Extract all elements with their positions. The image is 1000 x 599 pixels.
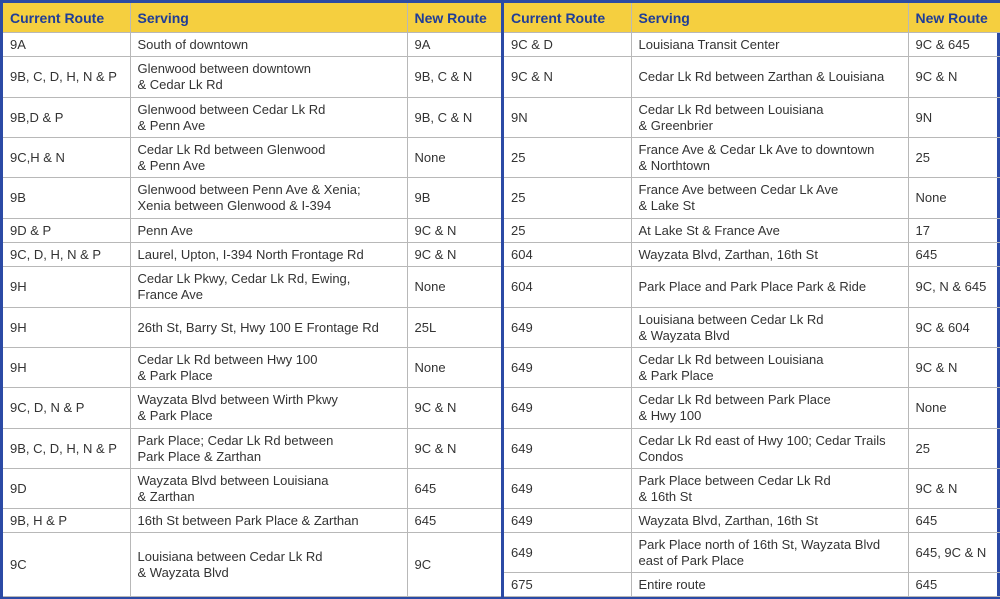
current-route-cell: 9C & N (504, 57, 631, 98)
table-row (504, 33, 1000, 57)
serving-cell: Park Place; Cedar Lk Rd between Park Place & Zarthan (130, 429, 407, 469)
table-row (3, 267, 501, 308)
current-route-cell: 9H (3, 267, 130, 308)
table-row (504, 57, 1000, 98)
new-route-cell: None (908, 388, 1000, 429)
current-route-cell: 649 (504, 308, 631, 348)
new-route-cell: 645 (908, 243, 1000, 267)
new-route-cell: 9B, C & N (407, 98, 501, 138)
new-route-cell: 9C & 645 (908, 33, 1000, 57)
new-route-cell: 9B (407, 178, 501, 219)
serving-cell: France Ave & Cedar Lk Ave to downtown & Northtown (631, 138, 908, 178)
new-route-cell: 645, 9C & N (908, 533, 1000, 573)
new-route-cell: None (407, 267, 501, 308)
new-route-cell: None (407, 138, 501, 178)
current-route-cell: 9C,H & N (3, 138, 130, 178)
current-route-cell: 649 (504, 533, 631, 573)
table-row (3, 243, 501, 267)
current-route-cell: 9B, H & P (3, 509, 130, 533)
current-route-cell: 9C (3, 533, 130, 597)
table-row (504, 348, 1000, 388)
serving-cell: Cedar Lk Rd between Louisiana & Greenbrier (631, 98, 908, 138)
serving-cell: South of downtown (130, 33, 407, 57)
header-row (504, 3, 1000, 33)
current-route-cell: 9A (3, 33, 130, 57)
right-table (504, 3, 1000, 597)
table-row (3, 308, 501, 348)
current-route-cell: 9C & D (504, 33, 631, 57)
left-panel (3, 3, 501, 596)
table-row (504, 533, 1000, 573)
serving-cell: 26th St, Barry St, Hwy 100 E Frontage Rd (130, 308, 407, 348)
table-row (504, 469, 1000, 509)
table-row (504, 388, 1000, 429)
current-route-cell: 9C, D, H, N & P (3, 243, 130, 267)
table-row (504, 178, 1000, 219)
new-route-cell: 9C & N (407, 388, 501, 429)
serving-cell: Laurel, Upton, I-394 North Frontage Rd (130, 243, 407, 267)
new-route-cell: 25 (908, 138, 1000, 178)
table-row (504, 138, 1000, 178)
current-route-cell: 649 (504, 429, 631, 469)
serving-cell: Penn Ave (130, 219, 407, 243)
new-route-cell: 9C & 604 (908, 308, 1000, 348)
new-route-cell: 645 (407, 509, 501, 533)
new-route-cell: 9C, N & 645 (908, 267, 1000, 308)
serving-cell: Entire route (631, 573, 908, 597)
serving-cell: Cedar Lk Pkwy, Cedar Lk Rd, Ewing, France Ave (130, 267, 407, 308)
table-row (3, 429, 501, 469)
current-route-cell: 649 (504, 388, 631, 429)
table-row (3, 57, 501, 98)
current-route-cell: 9C, D, N & P (3, 388, 130, 429)
current-route-cell: 649 (504, 348, 631, 388)
table-row (504, 429, 1000, 469)
serving-cell: Glenwood between downtown & Cedar Lk Rd (130, 57, 407, 98)
table-row (504, 219, 1000, 243)
header-serving: Serving (631, 3, 908, 33)
table-row (3, 533, 501, 597)
current-route-cell: 9B,D & P (3, 98, 130, 138)
serving-cell: At Lake St & France Ave (631, 219, 908, 243)
new-route-cell: 9A (407, 33, 501, 57)
table-row (504, 98, 1000, 138)
serving-cell: Louisiana Transit Center (631, 33, 908, 57)
new-route-cell: 9C & N (407, 219, 501, 243)
header-row (3, 3, 501, 33)
table-row (3, 348, 501, 388)
header-new-route: New Route (407, 3, 501, 33)
current-route-cell: 649 (504, 509, 631, 533)
current-route-cell: 25 (504, 178, 631, 219)
table-row (3, 178, 501, 219)
serving-cell: Cedar Lk Rd between Glenwood & Penn Ave (130, 138, 407, 178)
serving-cell: Wayzata Blvd, Zarthan, 16th St (631, 243, 908, 267)
new-route-cell: None (407, 348, 501, 388)
serving-cell: Cedar Lk Rd between Hwy 100 & Park Place (130, 348, 407, 388)
new-route-cell: 9C & N (908, 57, 1000, 98)
serving-cell: Cedar Lk Rd between Park Place & Hwy 100 (631, 388, 908, 429)
serving-cell: Louisiana between Cedar Lk Rd & Wayzata Blvd (130, 533, 407, 597)
serving-cell: Louisiana between Cedar Lk Rd & Wayzata Blvd (631, 308, 908, 348)
table-row (3, 33, 501, 57)
new-route-cell: 17 (908, 219, 1000, 243)
serving-cell: Park Place north of 16th St, Wayzata Blvd east of Park Place (631, 533, 908, 573)
new-route-cell: 25 (908, 429, 1000, 469)
current-route-cell: 9D & P (3, 219, 130, 243)
table-row (504, 267, 1000, 308)
table-row (504, 573, 1000, 597)
header-current-route: Current Route (504, 3, 631, 33)
current-route-cell: 604 (504, 243, 631, 267)
current-route-cell: 9N (504, 98, 631, 138)
current-route-cell: 25 (504, 138, 631, 178)
header-serving: Serving (130, 3, 407, 33)
table-row (3, 138, 501, 178)
right-panel (501, 3, 997, 596)
table-row (3, 469, 501, 509)
serving-cell: Cedar Lk Rd east of Hwy 100; Cedar Trails Condos (631, 429, 908, 469)
current-route-cell: 9B, C, D, H, N & P (3, 429, 130, 469)
new-route-cell: 645 (407, 469, 501, 509)
serving-cell: Park Place and Park Place Park & Ride (631, 267, 908, 308)
new-route-cell: 645 (908, 573, 1000, 597)
serving-cell: Wayzata Blvd between Wirth Pkwy & Park Place (130, 388, 407, 429)
serving-cell: France Ave between Cedar Lk Ave & Lake St (631, 178, 908, 219)
new-route-cell: 9C & N (908, 469, 1000, 509)
left-table (3, 3, 501, 597)
table-row (3, 219, 501, 243)
current-route-cell: 9H (3, 348, 130, 388)
serving-cell: Wayzata Blvd, Zarthan, 16th St (631, 509, 908, 533)
new-route-cell: None (908, 178, 1000, 219)
current-route-cell: 675 (504, 573, 631, 597)
serving-cell: Cedar Lk Rd between Louisiana & Park Place (631, 348, 908, 388)
new-route-cell: 9C & N (407, 243, 501, 267)
serving-cell: Cedar Lk Rd between Zarthan & Louisiana (631, 57, 908, 98)
new-route-cell: 9C (407, 533, 501, 597)
table-row (3, 98, 501, 138)
current-route-cell: 604 (504, 267, 631, 308)
serving-cell: Glenwood between Cedar Lk Rd & Penn Ave (130, 98, 407, 138)
serving-cell: Park Place between Cedar Lk Rd & 16th St (631, 469, 908, 509)
serving-cell: Wayzata Blvd between Louisiana & Zarthan (130, 469, 407, 509)
serving-cell: Glenwood between Penn Ave & Xenia; Xenia between Glenwood & I-394 (130, 178, 407, 219)
new-route-cell: 9N (908, 98, 1000, 138)
current-route-cell: 9D (3, 469, 130, 509)
header-new-route: New Route (908, 3, 1000, 33)
table-row (504, 509, 1000, 533)
table-row (504, 308, 1000, 348)
new-route-cell: 9C & N (407, 429, 501, 469)
current-route-cell: 9B, C, D, H, N & P (3, 57, 130, 98)
new-route-cell: 645 (908, 509, 1000, 533)
new-route-cell: 9C & N (908, 348, 1000, 388)
table-row (3, 388, 501, 429)
header-current-route: Current Route (3, 3, 130, 33)
current-route-cell: 649 (504, 469, 631, 509)
serving-cell: 16th St between Park Place & Zarthan (130, 509, 407, 533)
new-route-cell: 9B, C & N (407, 57, 501, 98)
new-route-cell: 25L (407, 308, 501, 348)
table-row (3, 509, 501, 533)
table-row (504, 243, 1000, 267)
current-route-cell: 25 (504, 219, 631, 243)
current-route-cell: 9H (3, 308, 130, 348)
current-route-cell: 9B (3, 178, 130, 219)
